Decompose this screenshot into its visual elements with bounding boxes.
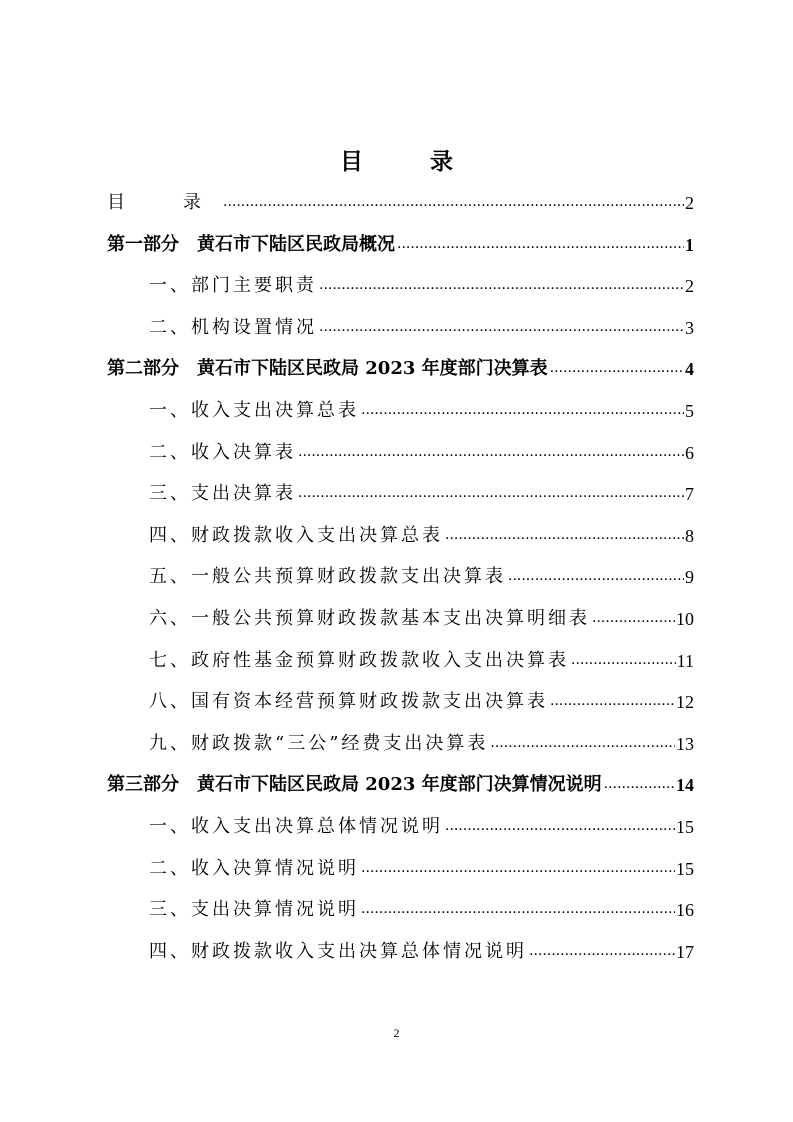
toc-entry-page: 9	[685, 567, 694, 587]
dot-leader	[529, 941, 675, 961]
toc-entry[interactable]	[149, 606, 694, 632]
dot-leader	[298, 442, 684, 462]
dot-leader	[571, 650, 676, 670]
page-title: 目 录	[340, 148, 475, 175]
toc-entry[interactable]	[149, 856, 694, 882]
toc-entry-label: 第三部分 黄石市下陆区民政局 2023 年度部门决算情况说明	[107, 774, 602, 795]
toc-entry-page: 10	[676, 609, 694, 629]
toc-entry-page: 11	[676, 651, 694, 671]
toc-entry-label: 六、一般公共预算财政拨款基本支出决算明细表	[149, 608, 590, 629]
toc-entry[interactable]	[149, 315, 694, 341]
toc-entry[interactable]	[149, 398, 694, 424]
dot-leader	[361, 858, 675, 878]
toc-entry-label: 二、收入决算情况说明	[149, 858, 359, 879]
toc-entry[interactable]	[149, 481, 694, 507]
toc-entry-page: 2	[685, 193, 694, 213]
page-number: 2	[393, 1026, 400, 1040]
toc-entry-page: 8	[685, 526, 694, 546]
toc-entry-label: 二、收入决算表	[149, 442, 296, 463]
toc-entry-page: 4	[685, 359, 694, 379]
toc-entry-label: 九、财政拨款“三公”经费支出决算表	[149, 733, 489, 754]
toc-entry[interactable]	[107, 190, 694, 216]
toc-entry-label: 目 录	[107, 192, 221, 213]
toc-entry[interactable]	[149, 897, 694, 923]
dot-leader	[592, 608, 675, 628]
toc-entry-page: 1	[685, 235, 694, 255]
toc-entry-label: 一、收入支出决算总表	[149, 400, 359, 421]
dot-leader	[550, 691, 675, 711]
dot-leader	[445, 525, 684, 545]
toc-entry-page: 6	[685, 443, 694, 463]
toc-part-entry[interactable]	[107, 356, 694, 382]
dot-leader	[319, 275, 684, 295]
toc-entry-page: 15	[676, 859, 694, 879]
dot-leader	[397, 234, 684, 254]
toc-entry[interactable]	[149, 731, 694, 757]
dot-leader	[223, 192, 684, 212]
toc-part-entry[interactable]	[107, 232, 694, 258]
dot-leader	[361, 400, 684, 420]
toc-entry-label: 四、财政拨款收入支出决算总表	[149, 525, 443, 546]
dot-leader	[508, 566, 684, 586]
dot-leader	[445, 816, 675, 836]
dot-leader	[490, 733, 675, 753]
dot-leader	[550, 358, 684, 378]
toc-entry-label: 二、机构设置情况	[149, 317, 317, 338]
toc-entry-label: 五、一般公共预算财政拨款支出决算表	[149, 566, 506, 587]
toc-entry-label: 一、部门主要职责	[149, 275, 317, 296]
toc-entry[interactable]	[149, 273, 694, 299]
toc-entry-label: 七、政府性基金预算财政拨款收入支出决算表	[149, 650, 569, 671]
toc-entry-page: 16	[676, 900, 694, 920]
dot-leader	[604, 774, 675, 794]
toc-entry-page: 5	[685, 401, 694, 421]
toc-entry-label: 第二部分 黄石市下陆区民政局 2023 年度部门决算表	[107, 358, 548, 379]
toc-entry[interactable]	[149, 564, 694, 590]
toc-entry-page: 12	[676, 692, 694, 712]
toc-entry[interactable]	[149, 648, 694, 674]
toc-entry-label: 三、支出决算表	[149, 483, 296, 504]
toc-entry-label: 八、国有资本经营预算财政拨款支出决算表	[149, 691, 548, 712]
dot-leader	[298, 483, 684, 503]
toc-part-entry[interactable]	[107, 772, 694, 798]
toc-entry[interactable]	[149, 689, 694, 715]
toc-entry-page: 14	[676, 775, 694, 795]
toc-entry[interactable]	[149, 939, 694, 965]
toc-entry-label: 一、收入支出决算总体情况说明	[149, 816, 443, 837]
toc-entry[interactable]	[149, 523, 694, 549]
toc-entry-page: 7	[685, 484, 694, 504]
toc-entry-label: 四、财政拨款收入支出决算总体情况说明	[149, 941, 527, 962]
toc-entry-page: 3	[685, 318, 694, 338]
toc-entry-page: 15	[676, 817, 694, 837]
dot-leader	[319, 317, 684, 337]
toc-entry-page: 17	[676, 942, 694, 962]
toc-entry-page: 13	[676, 734, 694, 754]
toc-entry-page: 2	[685, 276, 694, 296]
toc-entry-label: 三、支出决算情况说明	[149, 899, 359, 920]
toc-entry-label: 第一部分 黄石市下陆区民政局概况	[107, 234, 395, 255]
toc-entry[interactable]	[149, 814, 694, 840]
dot-leader	[361, 899, 675, 919]
toc-entry[interactable]	[149, 440, 694, 466]
